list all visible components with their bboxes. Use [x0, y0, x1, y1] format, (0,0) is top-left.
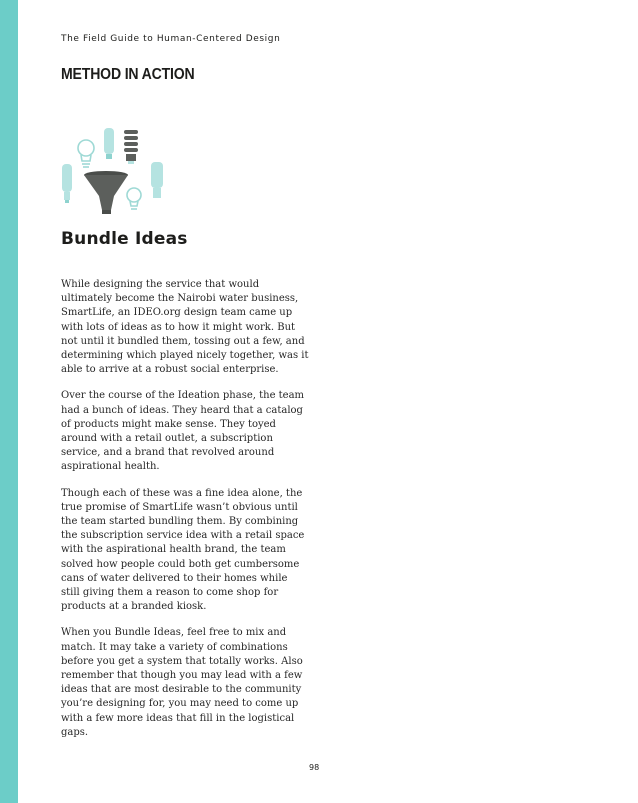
body-paragraph: Though each of these was a fine idea alone, the true promise of SmartLife wasn’t obvious until the team started bundling them. By combining the subscription service idea with a retail space with the aspirational health brand, the team solved how people could both get cumbersome cans of water delivered to their homes while still giving them a reason to come shop for products at a branded kiosk. — [61, 487, 305, 613]
accent-side-bar — [0, 0, 18, 803]
tube-bulb-left-icon — [62, 164, 72, 203]
body-text — [61, 278, 309, 752]
running-header: The Field Guide to Human-Centered Design — [61, 34, 281, 44]
tube-bulb-center-icon — [104, 128, 114, 159]
tube-bulb-right-icon — [151, 162, 163, 198]
body-paragraph: Over the course of the Ideation phase, the team had a bunch of ideas. They heard that a catalog of products might make sense. They toyed around with a retail outlet, a subscription service, and a brand that revolved around aspirational health. — [61, 390, 305, 473]
body-paragraph: When you Bundle Ideas, feel free to mix and match. It may take a variety of combinations before you get a system that totally works. Also remember that though you may lead with a few ideas that are most desirable to the community you’re designing for, you may need to come up with a few more ideas that fill in the logistical gaps. — [61, 627, 303, 738]
method-title: Bundle Ideas — [61, 229, 188, 249]
page-number: 98 — [309, 763, 320, 772]
funnel-icon — [84, 171, 128, 214]
bulb-outline-left-icon — [78, 140, 94, 167]
bulbs-into-funnel-icon — [58, 126, 170, 218]
spiral-bulb-icon — [124, 130, 138, 164]
body-paragraph: While designing the service that would ultimately become the Nairobi water business, SmartLife, an IDEO.org design team came up with lots of ideas as to how it might work. But not until it bundled them, tossing out a few, and determining which played nicely together, was it able to arrive at a robust social enterprise. — [61, 279, 309, 376]
section-label: METHOD IN ACTION — [61, 66, 195, 83]
bulb-outline-bottom-icon — [127, 188, 141, 209]
